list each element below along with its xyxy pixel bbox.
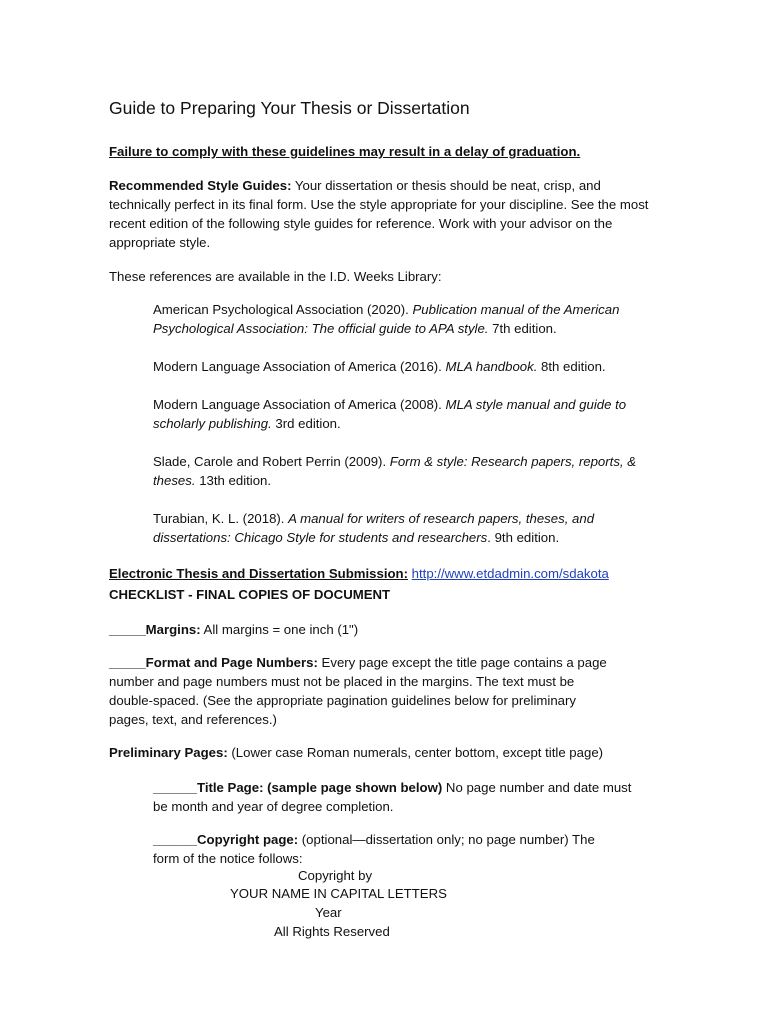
copyright-page-line-2: form of the notice follows:	[153, 851, 303, 866]
format-item	[109, 653, 607, 672]
reference-5-line-2	[153, 528, 559, 547]
reference-segment: 13th edition.	[195, 473, 272, 488]
reference-2-line-1	[153, 357, 606, 376]
preliminary-text: (Lower case Roman numerals, center bottom, except title page)	[227, 745, 604, 760]
copyright-page-item	[153, 830, 595, 849]
copyright-notice-line-2: YOUR NAME IN CAPITAL LETTERS	[230, 886, 447, 901]
etd-label: Electronic Thesis and Dissertation Submission:	[109, 566, 408, 581]
format-blank: _____	[109, 655, 146, 670]
etd-submission	[109, 564, 609, 583]
etd-link[interactable]: http://www.etdadmin.com/sdakota	[411, 566, 609, 581]
reference-segment: 7th edition.	[488, 321, 557, 336]
format-line-4: pages, text, and references.)	[109, 712, 277, 727]
title-page-line-1: No page number and date must	[442, 780, 632, 795]
reference-segment: Psychological Association: The official guide to APA style.	[153, 321, 489, 336]
copyright-notice-line-1: Copyright by	[298, 868, 373, 883]
library-intro: These references are available in the I.D. Weeks Library:	[109, 269, 442, 284]
reference-segment: 3rd edition.	[271, 416, 341, 431]
reference-segment: 8th edition.	[537, 359, 606, 374]
copyright-page-line-1: (optional—dissertation only; no page number) The	[298, 832, 595, 847]
reference-segment: scholarly publishing.	[153, 416, 272, 431]
format-line-3: double-spaced. (See the appropriate pagination guidelines below for preliminary	[109, 693, 576, 708]
reference-5-line-1	[153, 509, 594, 528]
reference-segment: dissertations: Chicago Style for students and researchers	[153, 530, 488, 545]
graduation-warning: Failure to comply with these guidelines may result in a delay of graduation.	[109, 144, 581, 159]
reference-segment: Slade, Carole and Robert Perrin (2009).	[153, 454, 390, 469]
reference-3-line-1	[153, 395, 626, 414]
reference-segment: Modern Language Association of America (2016).	[153, 359, 446, 374]
reference-segment: MLA handbook.	[445, 359, 538, 374]
format-line-1: Every page except the title page contains a page	[317, 655, 607, 670]
format-label: Format and Page Numbers:	[145, 655, 318, 670]
preliminary-label: Preliminary Pages:	[109, 745, 228, 760]
margins-blank: _____	[109, 622, 146, 637]
copyright-notice-line-3: Year	[315, 905, 342, 920]
margins-item	[109, 620, 358, 639]
copyright-notice-line-4: All Rights Reserved	[274, 924, 390, 939]
checklist-heading: CHECKLIST - FINAL COPIES OF DOCUMENT	[109, 587, 391, 602]
reference-segment: American Psychological Association (2020).	[153, 302, 413, 317]
reference-segment: MLA style manual and guide to	[445, 397, 627, 412]
format-line-2: number and page numbers must not be placed in the margins. The text must be	[109, 674, 575, 689]
title-page-line-2: be month and year of degree completion.	[153, 799, 394, 814]
reference-segment: Publication manual of the American	[412, 302, 620, 317]
preliminary-pages	[109, 743, 603, 762]
title-page-blank: ______	[153, 780, 198, 795]
reference-segment: A manual for writers of research papers, theses, and	[288, 511, 595, 526]
style-guides-text: Your dissertation or thesis should be neat, crisp, and technically perfect in its final form. Use the style appropriate for your discipline. See the most recent edition of the following style guides for reference. Work with your advisor on the appropriate style.	[109, 178, 649, 250]
reference-3-line-2	[153, 414, 341, 433]
reference-1-line-1	[153, 300, 619, 319]
reference-segment: Modern Language Association of America (2008).	[153, 397, 446, 412]
reference-segment: Form & style: Research papers, reports, &	[389, 454, 637, 469]
document-title: Guide to Preparing Your Thesis or Dissertation	[109, 98, 470, 118]
margins-label: Margins:	[145, 622, 201, 637]
margins-text: All margins = one inch (1")	[200, 622, 359, 637]
style-guides-paragraph	[109, 176, 653, 252]
reference-4-line-1	[153, 452, 636, 471]
copyright-page-blank: ______	[153, 832, 198, 847]
reference-4-line-2	[153, 471, 271, 490]
style-guides-label: Recommended Style Guides:	[109, 178, 292, 193]
reference-1-line-2	[153, 319, 557, 338]
reference-segment: Turabian, K. L. (2018).	[153, 511, 289, 526]
title-page-item	[153, 778, 631, 797]
title-page-label: Title Page: (sample page shown below)	[197, 780, 443, 795]
reference-segment: theses.	[153, 473, 196, 488]
reference-segment: . 9th edition.	[487, 530, 560, 545]
copyright-page-label: Copyright page:	[197, 832, 299, 847]
